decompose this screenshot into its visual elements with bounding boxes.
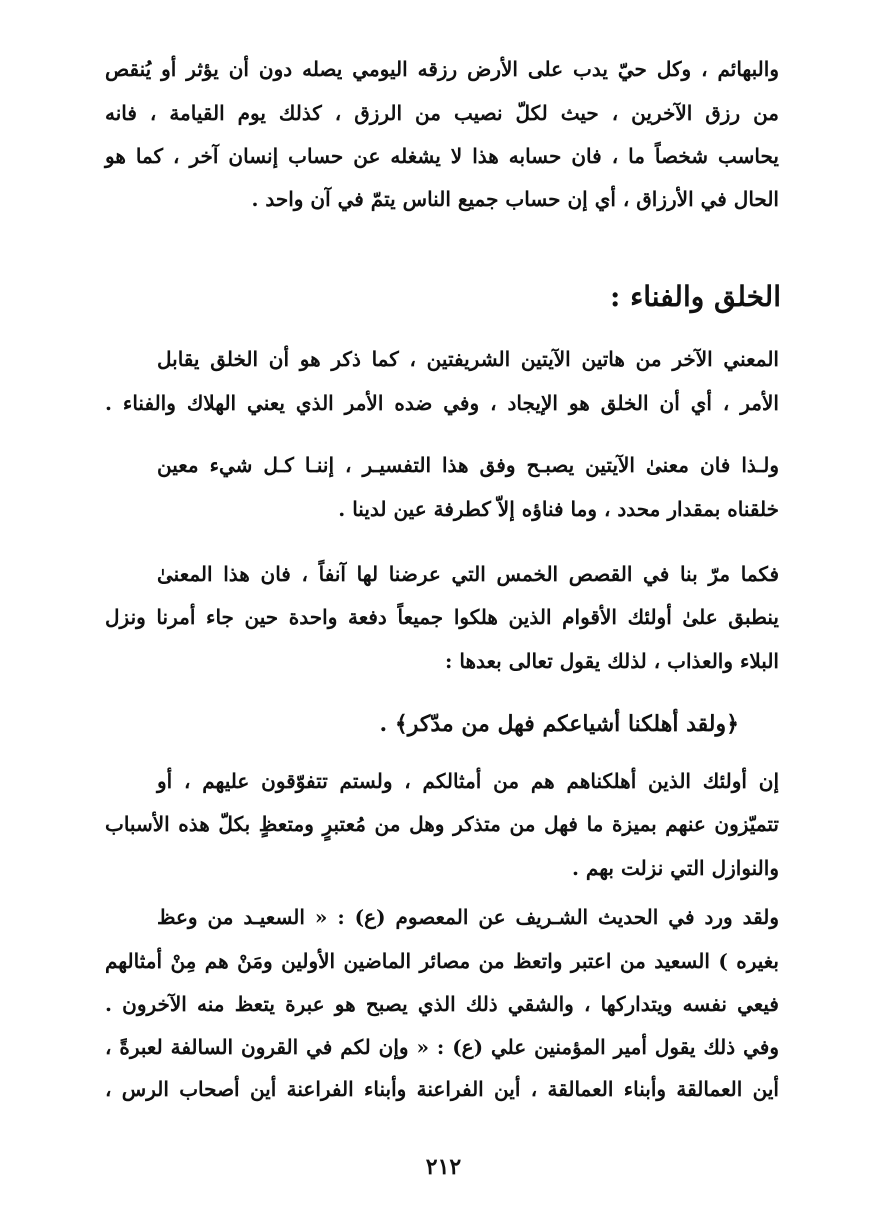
- paragraph-5-line: والنوازل التي نزلت بهم .: [571, 856, 779, 880]
- paragraph-6-line: أين العمالقة وأبناء العمالقة ، أين الفراعنة وأبناء الفراعنة أين أصحاب الرس ،: [105, 1077, 779, 1101]
- paragraph-1-line: والبهائم ، وكل حيّ يدب على الأرض رزقه اليومي يصله دون أن يؤثر أو يُنقص: [105, 57, 779, 81]
- paragraph-4-line: فكما مرّ بنا في القصص الخمس التي عرضنا لها آنفاً ، فان هذا المعنىٰ: [157, 562, 779, 586]
- paragraph-3-line: خلقناه بمقدار محدد ، وما فناؤه إلاّ كطرفة عين لدينا .: [338, 497, 779, 521]
- paragraph-4-line: ينطبق علىٰ أولئك الأقوام الذين هلكوا جميعاً دفعة واحدة حين جاء أمرنا ونزل: [105, 605, 779, 629]
- paragraph-6-line: وفي ذلك يقول أمير المؤمنين علي (ع) : « وإن لكم في القرون السالفة لعبرةً ،: [105, 1035, 779, 1059]
- page-number: ٢١٢: [425, 1154, 462, 1180]
- paragraph-6-line: ولقد ورد في الحديث الشـريف عن المعصوم (ع) : « السعيـد من وعظ: [157, 905, 779, 929]
- paragraph-1-line: الحال في الأرزاق ، أي إن حساب جميع الناس يتمّ في آن واحد .: [251, 187, 779, 211]
- paragraph-6-line: فيعي نفسه ويتداركها ، والشقي ذلك الذي يصبح هو عبرة يتعظ منه الآخرون .: [105, 992, 779, 1016]
- paragraph-4-line: البلاء والعذاب ، لذلك يقول تعالى بعدها :: [445, 649, 779, 673]
- paragraph-1-line: يحاسب شخصاً ما ، فان حسابه هذا لا يشغله عن حساب إنسان آخر ، كما هو: [105, 144, 779, 168]
- paragraph-5-line: إن أولئك الذين أهلكناهم هم من أمثالكم ، ولستم تتفوّقون عليهم ، أو: [157, 769, 779, 793]
- quran-verse: ﴿ولقد أهلكنا أشياعكم فهل من مدّكر﴾ .: [379, 711, 739, 737]
- section-heading: الخلق والفناء :: [610, 280, 781, 313]
- paragraph-2-line: الأمر ، أي أن الخلق هو الإيجاد ، وفي ضده الأمر الذي يعني الهلاك والفناء .: [105, 391, 779, 415]
- paragraph-3-line: ولـذا فان معنىٰ الآيتين يصبـح وفق هذا التفسيـر ، إننـا كـل شيء معين: [157, 453, 779, 477]
- paragraph-5-line: تتميّزون عنهم بميزة ما فهل من متذكر وهل من مُعتبرٍ ومتعظٍ بكلّ هذه الأسباب: [105, 812, 779, 836]
- paragraph-6-line: بغيره ) السعيد من اعتبر واتعظ من مصائر الماضين الأولين ومَنْ هم مِنْ أمثالهم: [105, 949, 779, 973]
- paragraph-1-line: من رزق الآخرين ، حيث لكلّ نصيب من الرزق ، كذلك يوم القيامة ، فانه: [105, 101, 779, 125]
- paragraph-2-line: المعني الآخر من هاتين الآيتين الشريفتين ، كما ذكر هو أن الخلق يقابل: [157, 347, 779, 371]
